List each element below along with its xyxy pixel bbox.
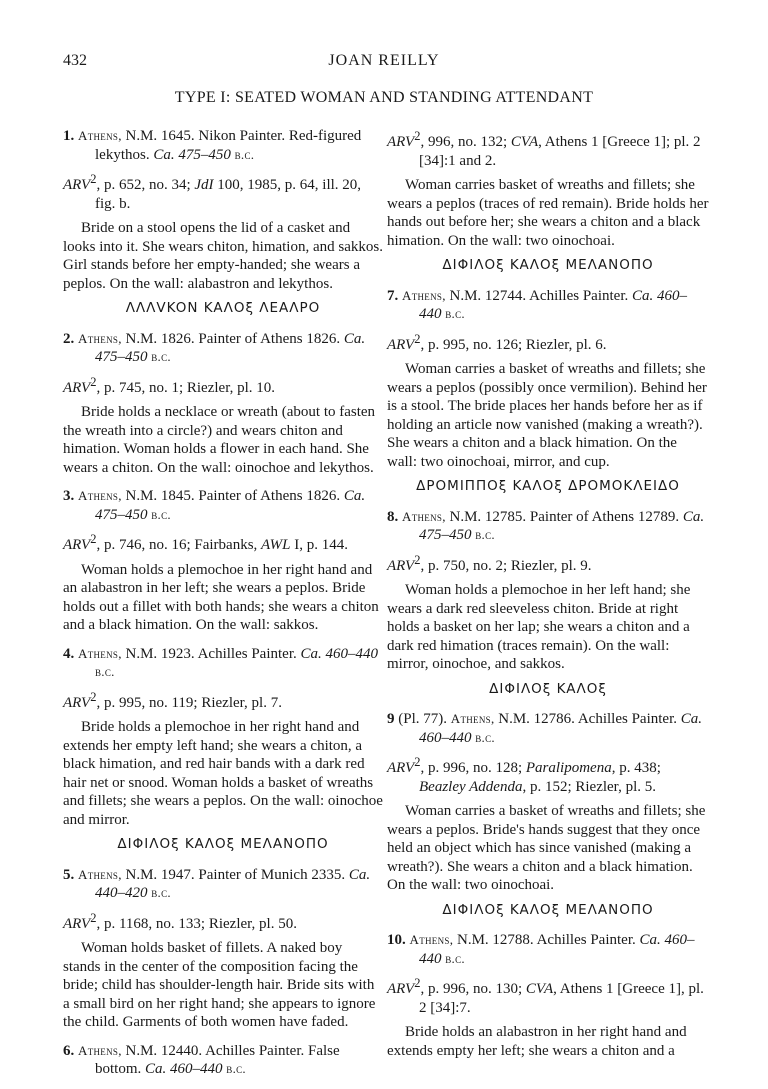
entry-references: ARV$^2$, p. 750, no. 2; Riezler, pl. 9. xyxy=(387,552,592,574)
entry-references: ARV$^2$, p. 995, no. 119; Riezler, pl. 7. xyxy=(63,689,282,711)
kalos-inscription: ΔIΦIΛOξ KAΛOξ MEΛANOΠO xyxy=(117,836,329,852)
section-title: TYPE I: SEATED WOMAN AND STANDING ATTENDANT xyxy=(174,89,594,106)
entry-heading: 2. Athens, N.M. 1826. Painter of Athens 1826. Ca. 475–450 b.c. xyxy=(63,330,366,365)
entry-description: Woman carries a basket of wreaths and fillets; she wears a peplos. Bride's hands suggest that they once held an object which has since vanished (making a wreath?). She wears a chiton and a black himation. On the wall: two oinochoai. xyxy=(387,803,706,893)
catalog-entry-2 xyxy=(63,330,383,478)
entry-heading: 3. Athens, N.M. 1845. Painter of Athens 1826. Ca. 475–450 b.c. xyxy=(63,488,366,523)
entry-heading: 10. Athens, N.M. 12788. Achilles Painter. Ca. 460–440 b.c. xyxy=(387,932,695,967)
entry-references: ARV$^2$, p. 995, no. 126; Riezler, pl. 6. xyxy=(387,331,607,353)
entry-heading: 1. Athens, N.M. 1645. Nikon Painter. Red-figured lekythos. Ca. 475–450 b.c. xyxy=(63,128,362,163)
kalos-inscription: ΔIΦIΛOξ KAΛOξ MEΛANOΠO xyxy=(442,901,654,918)
kalos-inscription: ΛΛΛVKON KAΛOξ ΛEAΛPO xyxy=(125,300,321,316)
entry-heading: 7. Athens, N.M. 12744. Achilles Painter. Ca. 460–440 b.c. xyxy=(387,287,688,322)
entry-heading: 5. Athens, N.M. 1947. Painter of Munich 2335. Ca. 440–420 b.c. xyxy=(63,866,371,901)
entry-references: ARV$^2$, p. 996, no. 128; Paralipomena, p. 438; Beazley Addenda, p. 152; Riezler, pl. 5. xyxy=(387,755,661,795)
entry-references: ARV$^2$, p. 746, no. 16; Fairbanks, AWL I, p. 144. xyxy=(63,532,348,553)
catalog-entry-4 xyxy=(63,645,383,854)
entry-description: Bride holds an alabastron in her right hand and extends empty her left; she wears a chiton and a xyxy=(387,1024,687,1059)
entry-heading: 6. Athens, N.M. 12440. Achilles Painter. False bottom. Ca. 460–440 b.c. xyxy=(63,1042,340,1077)
entry-description: Woman carries a basket of wreaths and fillets; she wears a peplos (possibly once vermilion). Behind her is a stool. The bride places her hands before her as if holding an article now vanished (making a wreath?). She wears a chiton and a black himation. On the wall: two oinochoai, mirror, and cup. xyxy=(387,361,707,470)
entry-heading: 8. Athens, N.M. 12785. Painter of Athens 12789. Ca. 475–450 b.c. xyxy=(387,508,705,543)
catalog-entry-5 xyxy=(63,866,383,1032)
catalog-entry-6 xyxy=(63,1042,383,1079)
entry-description: Bride holds a necklace or wreath (about to fasten the wreath into a circle?) and wears chiton and himation. Woman holds a flower in each hand. She wears a chiton. On the wall: oinochoe and lekythos. xyxy=(63,404,376,476)
catalog-entry-8 xyxy=(387,508,709,699)
page-number: 432 xyxy=(63,52,87,69)
right-column xyxy=(387,127,709,1070)
entry-references: ARV$^2$, 996, no. 132; CVA, Athens 1 [Greece 1]; pl. 2 [34]:1 and 2. xyxy=(387,129,701,169)
entry-description: Bride holds a plemochoe in her right hand and extends her empty left hand; she wears a chiton, a black himation, and red hair bands with a dark red hair net or snood. Woman holds a basket of wreaths and fillets; she wears a peplos. On the wall: oinochoe and mirror. xyxy=(63,719,383,828)
entry-references: ARV$^2$, p. 1168, no. 133; Riezler, pl. 50. xyxy=(63,910,297,932)
entry-description: Woman holds basket of fillets. A naked boy stands in the center of the composition facing the bride; child has shoulder-length hair. Bride sits with a small bird on her right hand; she appears to ignore the child. Garments of both women have faded. xyxy=(63,940,376,1030)
page-header xyxy=(63,52,705,74)
entry-description: Bride on a stool opens the lid of a casket and looks into it. She wears chiton, himation, and sakkos. Girl stands before her empty-handed; she wears a peplos. On the wall: alabastron and lekythos. xyxy=(63,220,383,292)
entry-description: Woman carries basket of wreaths and fillets; she wears a peplos (traces of red remain). Bride holds her hands out before her; she wears a chiton and a black himation. On the wall: two oinochoai. xyxy=(387,177,709,249)
catalog-entry-1 xyxy=(63,127,383,318)
entry-heading: 4. Athens, N.M. 1923. Achilles Painter. Ca. 460–440 b.c. xyxy=(63,645,379,679)
kalos-inscription: ΔIΦIΛOξ KAΛOξ xyxy=(489,680,607,697)
entry-description: Woman holds a plemochoe in her right hand and an alabastron in her left; she wears a peplos. Bride holds out a fillet with both hands; she wears a chiton and a black himation. On the wall: sakkos. xyxy=(63,561,379,633)
entry-references: ARV$^2$, p. 996, no. 130; CVA, Athens 1 [Greece 1], pl. 2 [34]:7. xyxy=(387,976,704,1016)
entry-description: Woman holds a plemochoe in her left hand; she wears a dark red sleeveless chiton. Bride at right holds a basket on her lap; she wears a chiton and a dark red himation (traces remain). On the wall: mirror, oinochoe, and sakkos. xyxy=(387,582,691,672)
catalog-entry-7 xyxy=(387,287,709,496)
catalog-entry-9 xyxy=(387,710,709,919)
entry-references: ARV$^2$, p. 652, no. 34; JdI 100, 1985, p. 64, ill. 20, fig. b. xyxy=(63,172,362,212)
entry-references: ARV$^2$, p. 745, no. 1; Riezler, pl. 10. xyxy=(63,374,276,396)
catalog-entry-6-continued xyxy=(387,127,709,275)
catalog-entry-10 xyxy=(387,931,709,1060)
entry-heading: 9 (Pl. 77). Athens, N.M. 12786. Achilles Painter. Ca. 460–440 b.c. xyxy=(387,711,703,746)
catalog-entry-3 xyxy=(63,487,383,635)
kalos-inscription: ΔIΦIΛOξ KAΛOξ MEΛANOΠO xyxy=(442,257,654,273)
left-column xyxy=(63,127,383,1089)
kalos-inscription: ΔPOMIΠΠOξ KAΛOξ ΔPOMOKΛEIΔO xyxy=(416,478,680,494)
running-head: JOAN REILLY xyxy=(328,52,440,69)
